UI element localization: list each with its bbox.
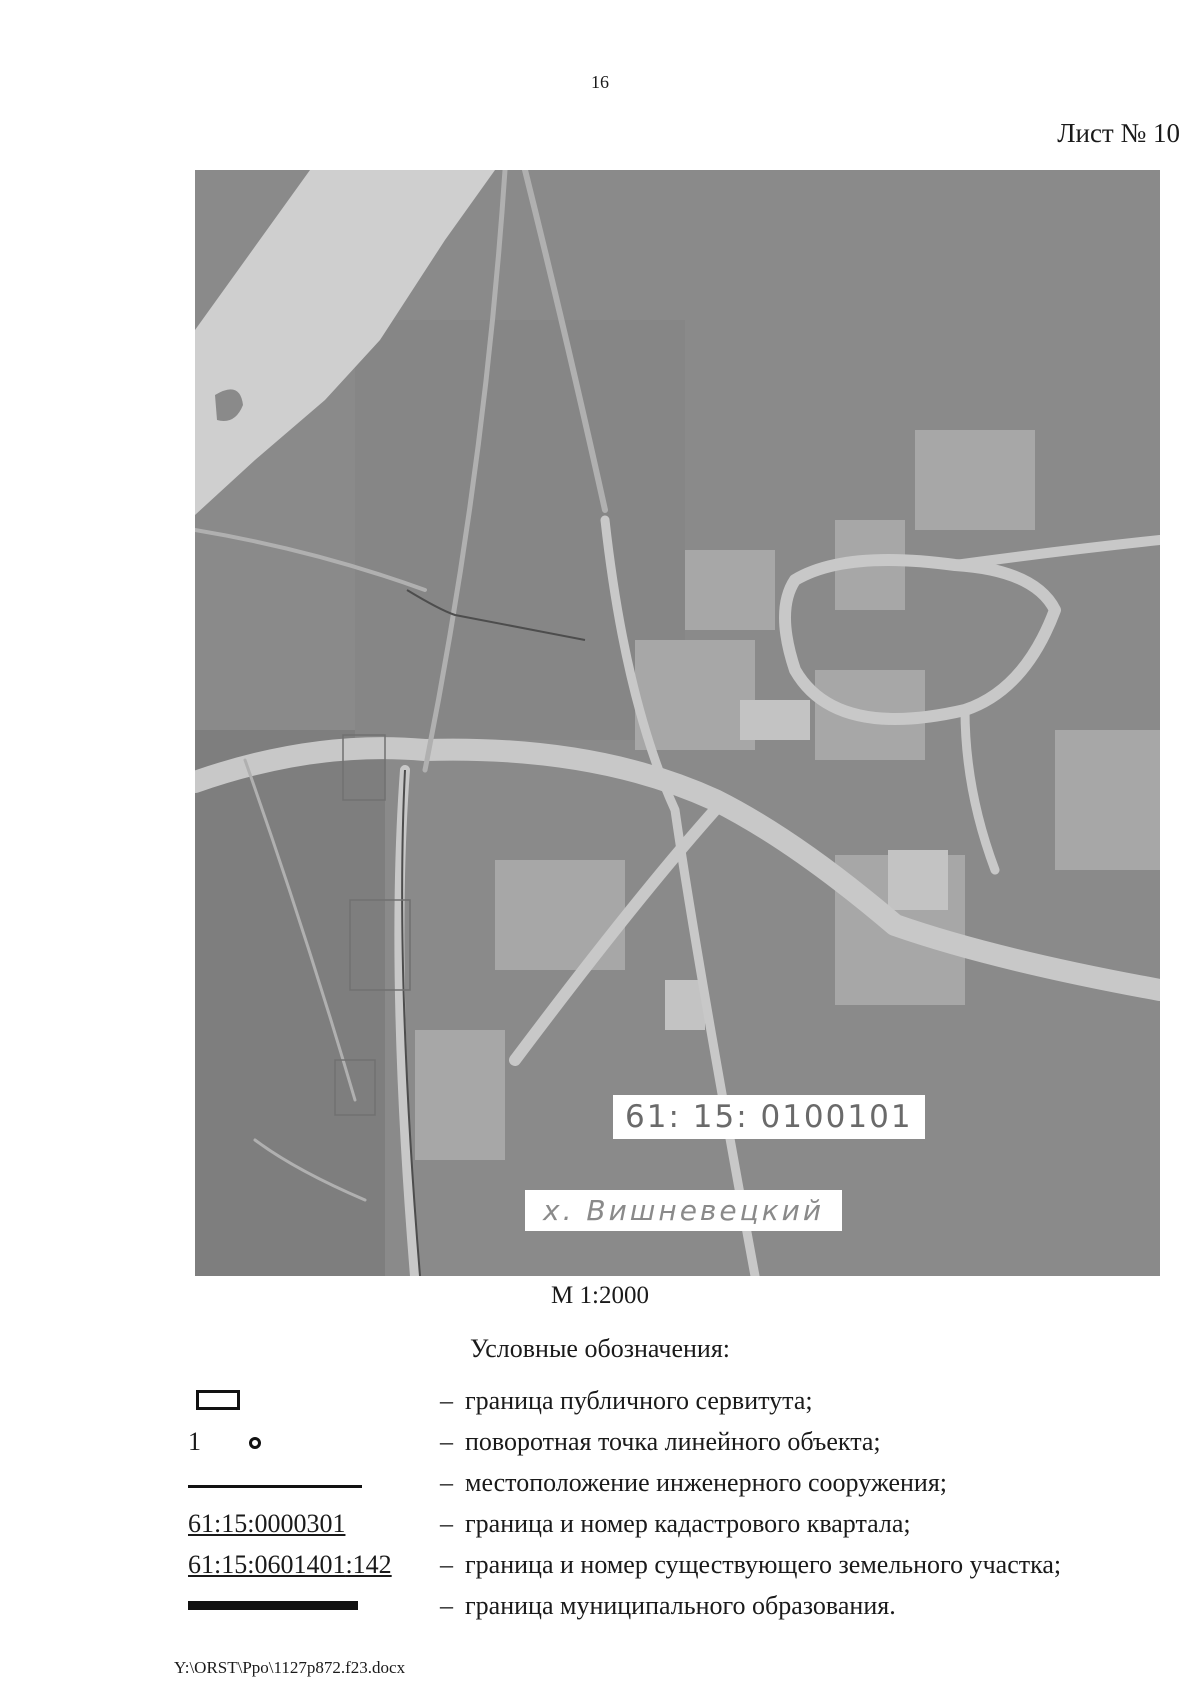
legend-item-municipal-border: – граница муниципального образования. — [0, 1587, 1200, 1627]
settlement-block — [1055, 730, 1160, 870]
legend-item-engineering-structure: – местоположение инженерного сооружения; — [0, 1464, 1200, 1504]
legend-item-cadastral-quarter: 61:15:0000301 – граница и номер кадастрового квартала; — [188, 1509, 911, 1538]
settlement-block — [415, 1030, 505, 1160]
settlement-block — [635, 640, 755, 750]
legend-text: поворотная точка линейного объекта; — [465, 1427, 881, 1456]
legend-title: Условные обозначения: — [469, 1334, 731, 1363]
field-dark-left — [195, 730, 385, 1276]
building — [740, 700, 810, 740]
legend-text: местоположение инженерного сооружения; — [465, 1468, 948, 1497]
legend-text: граница муниципального образования. — [465, 1591, 896, 1620]
legend-text: граница и номер кадастрового квартала; — [465, 1509, 911, 1538]
page-number: 16 — [591, 72, 609, 92]
settlement-label: х. Вишневецкий — [525, 1190, 842, 1231]
satellite-map[interactable] — [195, 170, 1160, 1276]
land-plot-number: :142 — [345, 1550, 392, 1579]
settlement-block — [495, 860, 625, 970]
cadastral-quarter-label: 61: 15: 0100101 — [613, 1095, 925, 1139]
settlement-block — [915, 430, 1035, 530]
legend-text: граница публичного сервитута; — [465, 1386, 813, 1415]
sheet-number: Лист № 10 — [1057, 118, 1180, 148]
map-scale: М 1:2000 — [551, 1282, 649, 1309]
land-plot-quarter: 61:15:0601401 — [188, 1550, 346, 1579]
settlement-block — [685, 550, 775, 630]
building — [888, 850, 948, 910]
cadastral-quarter-number: 61:15:0000301 — [188, 1509, 346, 1538]
point-circle-icon — [249, 1437, 261, 1449]
legend-text: граница и номер существующего земельного участка; — [465, 1550, 1062, 1579]
legend-item-turning-point: 1 – поворотная точка линейного объекта; — [188, 1427, 881, 1456]
file-path: Y:\ORST\Ppo\1127p872.f23.docx — [174, 1658, 406, 1677]
legend-item-land-plot: 61:15:0601401:142 – граница и номер существующего земельного участка; — [188, 1550, 1062, 1579]
point-number: 1 — [188, 1427, 201, 1456]
legend-item-servitude: – граница публичного сервитута; — [0, 1382, 1200, 1422]
